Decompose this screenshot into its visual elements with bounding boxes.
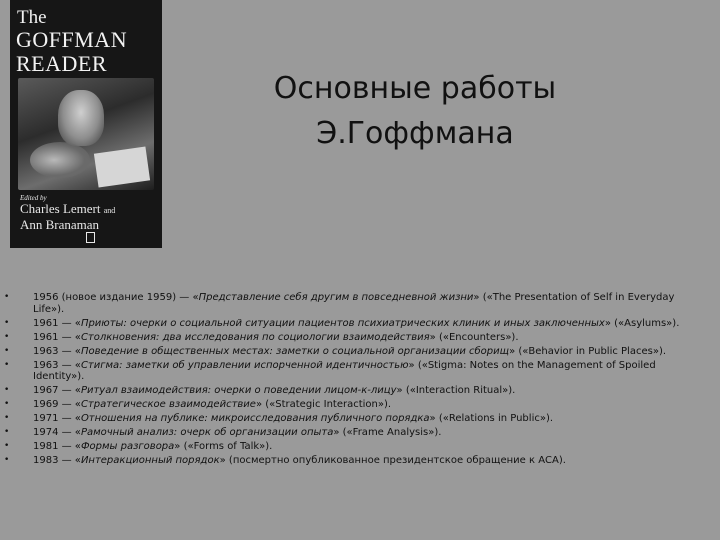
book-title-line: GOFFMAN — [16, 27, 128, 52]
work-year: 1963 — « — [33, 359, 81, 371]
book-cover-title — [16, 8, 156, 75]
slide-title — [230, 66, 600, 156]
work-title-en: » («Stigma: Notes on the Management of Spoiled Identity»). — [33, 359, 656, 382]
work-title-ru: Представление себя другим в повседневной жизни — [198, 292, 474, 303]
list-item — [26, 399, 686, 411]
list-item — [26, 441, 686, 453]
editor-name: Ann Branaman — [20, 217, 100, 232]
list-item — [26, 385, 686, 397]
work-title-ru: Столкновения: два исследования по социологии взаимодействия — [80, 331, 430, 343]
editor-line — [20, 202, 156, 218]
work-title-en: » («Encounters»). — [429, 331, 519, 343]
author-face — [58, 90, 104, 146]
author-hand — [30, 142, 90, 178]
work-year: 1969 — « — [33, 399, 81, 410]
paper-sheet — [94, 147, 150, 188]
work-title-ru: Интеракционный порядок — [80, 455, 220, 466]
work-title-en: » («Interaction Ritual»). — [396, 385, 516, 396]
list-item — [26, 413, 686, 425]
work-title-ru: Поведение в общественных местах: заметки о социальной организации сборищ — [80, 345, 510, 357]
work-year: 1956 (новое издание 1959) — « — [33, 292, 199, 303]
slide-title-line: Основные работы — [273, 71, 557, 106]
work-title-en: » («Strategic Interaction»). — [255, 399, 392, 410]
work-title-ru: Ритуал взаимодействия: очерки о поведении лицом-к-лицу — [80, 385, 397, 396]
and-label: and — [103, 206, 116, 215]
slide-title-line: Э.Гоффмана — [316, 116, 514, 151]
work-title-ru: Приюты: очерки о социальной ситуации пациентов психиатрических клиник и иных заключенных — [80, 317, 605, 329]
work-title-en: » («Forms of Talk»). — [174, 441, 273, 452]
work-year: 1974 — « — [33, 427, 81, 438]
work-year: 1963 — « — [33, 345, 81, 357]
works-list — [26, 292, 686, 469]
list-item — [26, 360, 686, 383]
author-photo — [18, 78, 154, 190]
list-item — [26, 292, 686, 315]
work-title-en: » (посмертно опубликованное президентское обращение к АСА). — [219, 455, 566, 466]
work-title-en: » («Behavior in Public Places»). — [509, 345, 667, 357]
work-year: 1961 — « — [33, 331, 81, 343]
work-title-ru: Формы разговора — [80, 441, 175, 452]
list-item — [26, 332, 686, 344]
book-title-line: READER — [16, 51, 107, 76]
work-title-ru: Стратегическое взаимодействие — [80, 399, 256, 410]
book-editors — [20, 194, 156, 232]
work-year: 1967 — « — [33, 385, 81, 396]
work-year: 1981 — « — [33, 441, 81, 452]
list-item — [26, 455, 686, 467]
work-title-ru: Отношения на публике: микроисследования публичного порядка — [80, 413, 430, 424]
edited-by-label: Edited by — [20, 194, 47, 202]
work-title-en: » («Asylums»). — [604, 317, 680, 329]
work-title-en: » («Frame Analysis»). — [333, 427, 442, 438]
work-year: 1971 — « — [33, 413, 81, 424]
book-title-line: The — [17, 7, 47, 28]
work-title-en: » («The Presentation of Self in Everyday Life»). — [33, 292, 675, 315]
list-item — [26, 427, 686, 439]
list-item — [26, 318, 686, 330]
editor-name: Charles Lemert — [20, 201, 101, 216]
work-year: 1983 — « — [33, 455, 81, 466]
work-title-ru: Рамочный анализ: очерк об организации опыта — [80, 427, 334, 438]
list-item — [26, 346, 686, 358]
book-cover-image — [10, 0, 162, 248]
publisher-logo-icon — [86, 232, 95, 243]
work-title-ru: Стигма: заметки об управлении испорченной идентичностью — [80, 359, 409, 371]
work-title-en: » («Relations in Public»). — [429, 413, 554, 424]
work-year: 1961 — « — [33, 317, 81, 329]
